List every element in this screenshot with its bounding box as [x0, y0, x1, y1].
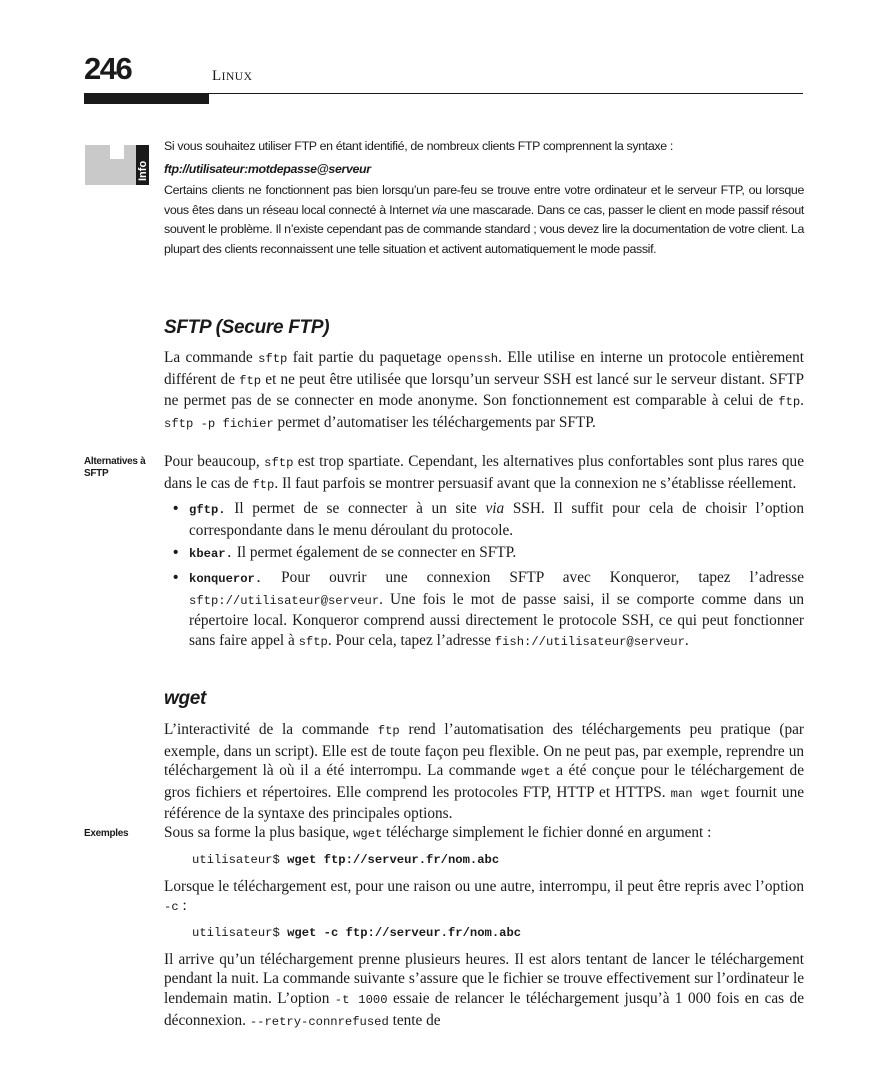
info-note-body: Certains clients ne fonctionnent pas bien lorsqu’un pare-feu se trouve entre votre ordinateur et le serveur FTP, ou lorsque vous êtes dans un réseau local connecté à Internet via une mascarade. Dans ce cas, passer le client en mode passif résout souvent le problème. Il n’existe cependant pas de commande standard ; vous devez lire la documentation de votre client. La plupart des clients reconnaissent une telle situation et activent automatiquement le mode passif. [164, 183, 804, 256]
info-icon-label: Info [137, 160, 149, 181]
info-icon [85, 143, 149, 185]
running-title-rest: INUX [221, 71, 253, 83]
running-title-initial: L [212, 68, 222, 84]
code-example-basic: utilisateur$ wget ftp://serveur.fr/nom.abc [192, 852, 500, 867]
info-note-url: ftp://utilisateur:motdepasse@serveur [164, 161, 371, 176]
sftp-intro-paragraph: La commande sftp fait partie du paquetage openssh. Elle utilise en interne un protocole entièrement différent de ftp et ne peut être utilisée que lorsqu’un serveur SSH est lancé sur le serveur distant. SFTP ne permet pas de se connecter en mode anonyme. Son fonctionnement est comparable à celui de ftp. sftp -p fichier permet d’automatiser les téléchargements par SFTP. [164, 349, 804, 431]
bullet: • [173, 568, 179, 586]
wget-basic-paragraph: Sous sa forme la plus basique, wget télécharge simplement le fichier donné en argument : [164, 824, 712, 841]
list-item-gftp: • gftp. Il permet de se connecter à un site via SSH. Il suffit pour cela de choisir l’option correspondante dans le menu déroulant du protocole. [173, 500, 804, 539]
bullet: • [173, 500, 179, 518]
page-number: 246 [84, 51, 132, 86]
wget-retry-paragraph: Il arrive qu’un téléchargement prenne plusieurs heures. Il est alors tentant de lancer le téléchargement pendant la nuit. La commande suivante s’assure que le fichier se trouve effectivement sur l’ordinateur le lendemain matin. L’option -t 1000 essaie de relancer le téléchargement jusqu’à 1 000 fois en cas de déconnexion. --retry-connrefused tente de [164, 950, 804, 1029]
bullet: • [173, 544, 179, 562]
running-title [212, 67, 252, 86]
header-bar [84, 93, 209, 104]
section-heading-sftp: SFTP (Secure FTP) [164, 317, 330, 338]
margin-note-examples: Exemples [84, 828, 129, 839]
code-example-resume: utilisateur$ wget -c ftp://serveur.fr/nom.abc [192, 925, 522, 940]
wget-resume-paragraph: Lorsque le téléchargement est, pour une raison ou une autre, interrompu, il peut être repris avec l’option -c : [164, 877, 804, 915]
sftp-alternatives-paragraph: Pour beaucoup, sftp est trop spartiate. Cependant, les alternatives plus confortables sont plus rares que dans le cas de ftp. Il faut parfois se montrer persuasif avant que la connexion ne s’établisse réellement. [164, 453, 804, 492]
wget-examples [164, 823, 804, 1032]
wget-intro-paragraph: L’interactivité de la commande ftp rend l’automatisation des téléchargements peu pratique (par exemple, dans un script). Elle est de toute façon peu flexible. On ne peut pas, par exemple, reprendre un téléchargement là où il a été interrompu. La commande wget a été conçue pour le téléchargement de gros fichiers et répertoires. Elle comprend les protocoles FTP, HTTP et HTTPS. man wget fournit une référence de la syntaxe des principales options. [164, 721, 805, 823]
section-heading-wget: wget [164, 688, 207, 709]
sftp-client-list [164, 499, 804, 652]
margin-note-alternatives: Alternatives à SFTP [84, 456, 146, 479]
list-item-konqueror: • konqueror. Pour ouvrir une connexion SFTP avec Konqueror, tapez l’adresse sftp://utilisateur@serveur. Une fois le mot de passe saisi, il se comporte comme dans un répertoire local. Konqueror comprend aussi directement le protocole SSH, ce qui peut fonctionner sans faire appel à sftp. Pour cela, tapez l’adresse fish://utilisateur@serveur. [173, 568, 804, 649]
list-item-kbear: • kbear. Il permet également de se connecter en SFTP. [173, 544, 517, 562]
sftp-alternatives [164, 452, 804, 655]
info-note [164, 137, 804, 259]
info-note-intro: Si vous souhaitez utiliser FTP en étant identifié, de nombreux clients FTP comprennent la syntaxe : [164, 139, 673, 153]
